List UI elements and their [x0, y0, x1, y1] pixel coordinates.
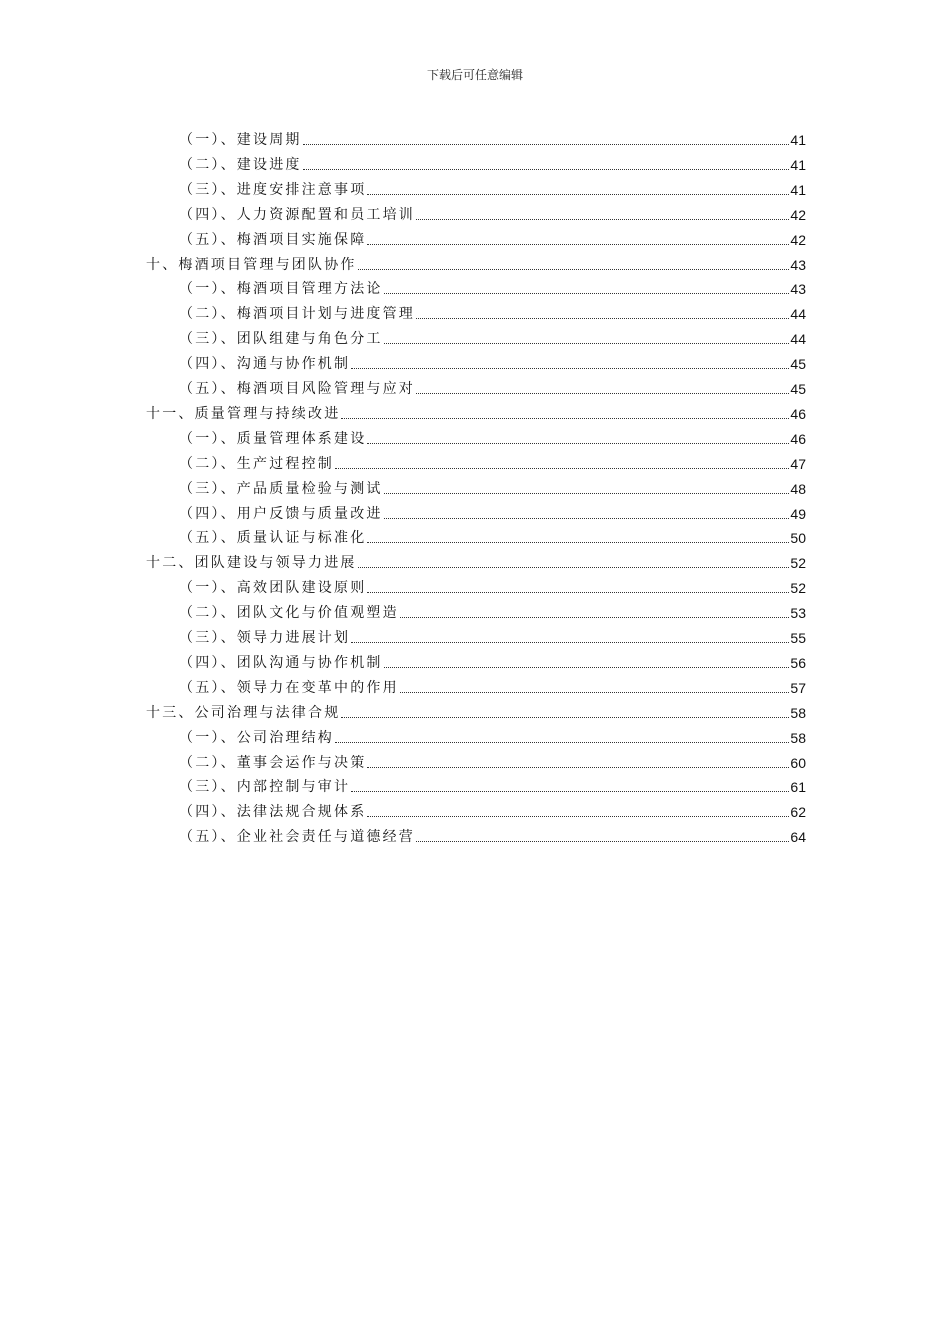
toc-entry-title: （三）、内部控制与审计	[179, 779, 351, 796]
toc-section-entry[interactable]	[179, 572, 806, 597]
toc-entry-title: （五）、企业社会责任与道德经营	[179, 829, 415, 846]
toc-dot-leader	[384, 293, 790, 294]
toc-entry-title: （四）、用户反馈与质量改进	[179, 505, 383, 522]
toc-chapter-entry[interactable]	[146, 398, 806, 423]
toc-section-entry[interactable]	[179, 149, 806, 174]
toc-entry-title: （二）、梅酒项目计划与进度管理	[179, 306, 415, 323]
toc-entry-title: （五）、梅酒项目实施保障	[179, 231, 367, 248]
toc-dot-leader	[358, 567, 790, 568]
toc-entry-page-number: 58	[790, 729, 806, 746]
toc-section-entry[interactable]	[179, 522, 806, 547]
toc-dot-leader	[351, 791, 789, 792]
toc-entry-page-number: 43	[790, 256, 806, 273]
toc-section-entry[interactable]	[179, 771, 806, 796]
toc-entry-page-number: 43	[790, 281, 806, 298]
toc-entry-page-number: 61	[790, 779, 806, 796]
toc-entry-title: （一）、质量管理体系建设	[179, 430, 367, 447]
toc-entry-title: （三）、领导力进展计划	[179, 630, 351, 646]
toc-entry-title: （四）、人力资源配置和员工培训	[179, 206, 415, 223]
toc-dot-leader	[416, 318, 789, 319]
toc-dot-leader	[384, 343, 790, 344]
toc-dot-leader	[384, 493, 790, 494]
toc-dot-leader	[341, 717, 789, 718]
toc-dot-leader	[367, 816, 789, 817]
toc-dot-leader	[335, 468, 789, 469]
toc-entry-page-number: 47	[790, 455, 806, 472]
toc-section-entry[interactable]	[179, 423, 806, 448]
toc-entry-title: （三）、进度安排注意事项	[179, 181, 367, 198]
toc-section-entry[interactable]	[179, 722, 806, 747]
toc-entry-page-number: 49	[790, 505, 806, 522]
toc-dot-leader	[384, 518, 790, 519]
toc-entry-page-number: 46	[790, 430, 806, 447]
toc-entry-page-number: 45	[790, 356, 806, 373]
toc-section-entry[interactable]	[179, 323, 806, 348]
toc-section-entry[interactable]	[179, 647, 806, 672]
toc-entry-title: 十、梅酒项目管理与团队协作	[146, 256, 357, 273]
toc-section-entry[interactable]	[179, 796, 806, 821]
toc-entry-title: （一）、公司治理结构	[179, 729, 334, 746]
toc-dot-leader	[400, 692, 790, 693]
toc-entry-title: （三）、产品质量检验与测试	[179, 480, 383, 497]
toc-entry-page-number: 52	[790, 580, 806, 597]
toc-entry-title: （二）、建设进度	[179, 156, 302, 173]
toc-dot-leader	[351, 368, 789, 369]
page-header: 下载后可任意编辑	[426, 68, 523, 82]
toc-entry-title: （三）、团队组建与角色分工	[179, 331, 383, 348]
toc-dot-leader	[416, 841, 789, 842]
toc-dot-leader	[341, 418, 789, 419]
toc-dot-leader	[303, 144, 790, 145]
toc-section-entry[interactable]	[179, 224, 806, 249]
toc-entry-title: 十一、质量管理与持续改进	[146, 405, 341, 422]
toc-entry-title: （四）、沟通与协作机制	[179, 356, 351, 373]
toc-dot-leader	[367, 767, 789, 768]
toc-dot-leader	[351, 642, 789, 643]
toc-entry-page-number: 50	[790, 530, 806, 547]
toc-entry-page-number: 46	[790, 405, 806, 422]
toc-section-entry[interactable]	[179, 199, 806, 224]
toc-section-entry[interactable]	[179, 124, 806, 149]
toc-dot-leader	[367, 443, 789, 444]
toc-entry-page-number: 44	[790, 306, 806, 323]
toc-entry-page-number: 45	[790, 381, 806, 397]
toc-chapter-entry[interactable]	[146, 547, 806, 572]
toc-dot-leader	[367, 592, 789, 593]
toc-entry-page-number: 60	[790, 754, 806, 771]
toc-chapter-entry[interactable]	[146, 697, 806, 722]
toc-section-entry[interactable]	[179, 747, 806, 772]
toc-entry-title: 十二、团队建设与领导力进展	[146, 555, 357, 572]
toc-entry-page-number: 41	[790, 132, 806, 148]
toc-section-entry[interactable]	[179, 821, 806, 846]
toc-entry-page-number: 53	[790, 605, 806, 622]
toc-entry-page-number: 57	[790, 679, 806, 696]
toc-dot-leader	[367, 244, 789, 245]
toc-entry-page-number: 56	[790, 654, 806, 671]
toc-entry-title: （五）、质量认证与标准化	[179, 530, 367, 547]
toc-dot-leader	[358, 269, 790, 270]
toc-dot-leader	[367, 542, 789, 543]
toc-dot-leader	[416, 219, 789, 220]
toc-section-entry[interactable]	[179, 622, 806, 647]
toc-entry-page-number: 41	[790, 181, 806, 198]
toc-entry-page-number: 55	[790, 630, 806, 646]
toc-entry-title: （五）、领导力在变革中的作用	[179, 679, 399, 696]
toc-entry-page-number: 41	[790, 156, 806, 173]
toc-entry-title: （四）、法律法规合规体系	[179, 804, 367, 821]
toc-entry-title: （二）、团队文化与价值观塑造	[179, 605, 399, 622]
toc-entry-title: （一）、梅酒项目管理方法论	[179, 281, 383, 298]
toc-entry-title: （一）、高效团队建设原则	[179, 580, 367, 597]
toc-section-entry[interactable]	[179, 448, 806, 473]
toc-entry-page-number: 42	[790, 206, 806, 223]
toc-entry-page-number: 44	[790, 331, 806, 348]
toc-entry-page-number: 48	[790, 480, 806, 497]
toc-section-entry[interactable]	[179, 597, 806, 622]
toc-entry-title: （四）、团队沟通与协作机制	[179, 654, 383, 671]
toc-entry-title: （二）、董事会运作与决策	[179, 754, 367, 771]
toc-dot-leader	[367, 194, 789, 195]
toc-entry-title: （五）、梅酒项目风险管理与应对	[179, 381, 415, 397]
toc-entry-page-number: 58	[790, 704, 806, 721]
toc-section-entry[interactable]	[179, 348, 806, 373]
toc-dot-leader	[303, 169, 790, 170]
toc-section-entry[interactable]	[179, 174, 806, 199]
toc-section-entry[interactable]	[179, 298, 806, 323]
toc-chapter-entry[interactable]	[146, 249, 806, 274]
toc-entry-title: （一）、建设周期	[179, 132, 302, 148]
toc-dot-leader	[335, 742, 789, 743]
toc-section-entry[interactable]	[179, 373, 806, 398]
toc-dot-leader	[384, 667, 790, 668]
toc-section-entry[interactable]	[179, 672, 806, 697]
toc-section-entry[interactable]	[179, 273, 806, 298]
toc-entry-title: 十三、公司治理与法律合规	[146, 704, 341, 721]
toc-section-entry[interactable]	[179, 473, 806, 498]
toc-entry-page-number: 52	[790, 555, 806, 572]
toc-entry-page-number: 64	[790, 829, 806, 846]
toc-entry-title: （二）、生产过程控制	[179, 455, 334, 472]
toc-dot-leader	[416, 393, 789, 394]
toc-entry-page-number: 62	[790, 804, 806, 821]
toc-entry-page-number: 42	[790, 231, 806, 248]
toc-section-entry[interactable]	[179, 498, 806, 523]
toc-dot-leader	[400, 617, 790, 618]
